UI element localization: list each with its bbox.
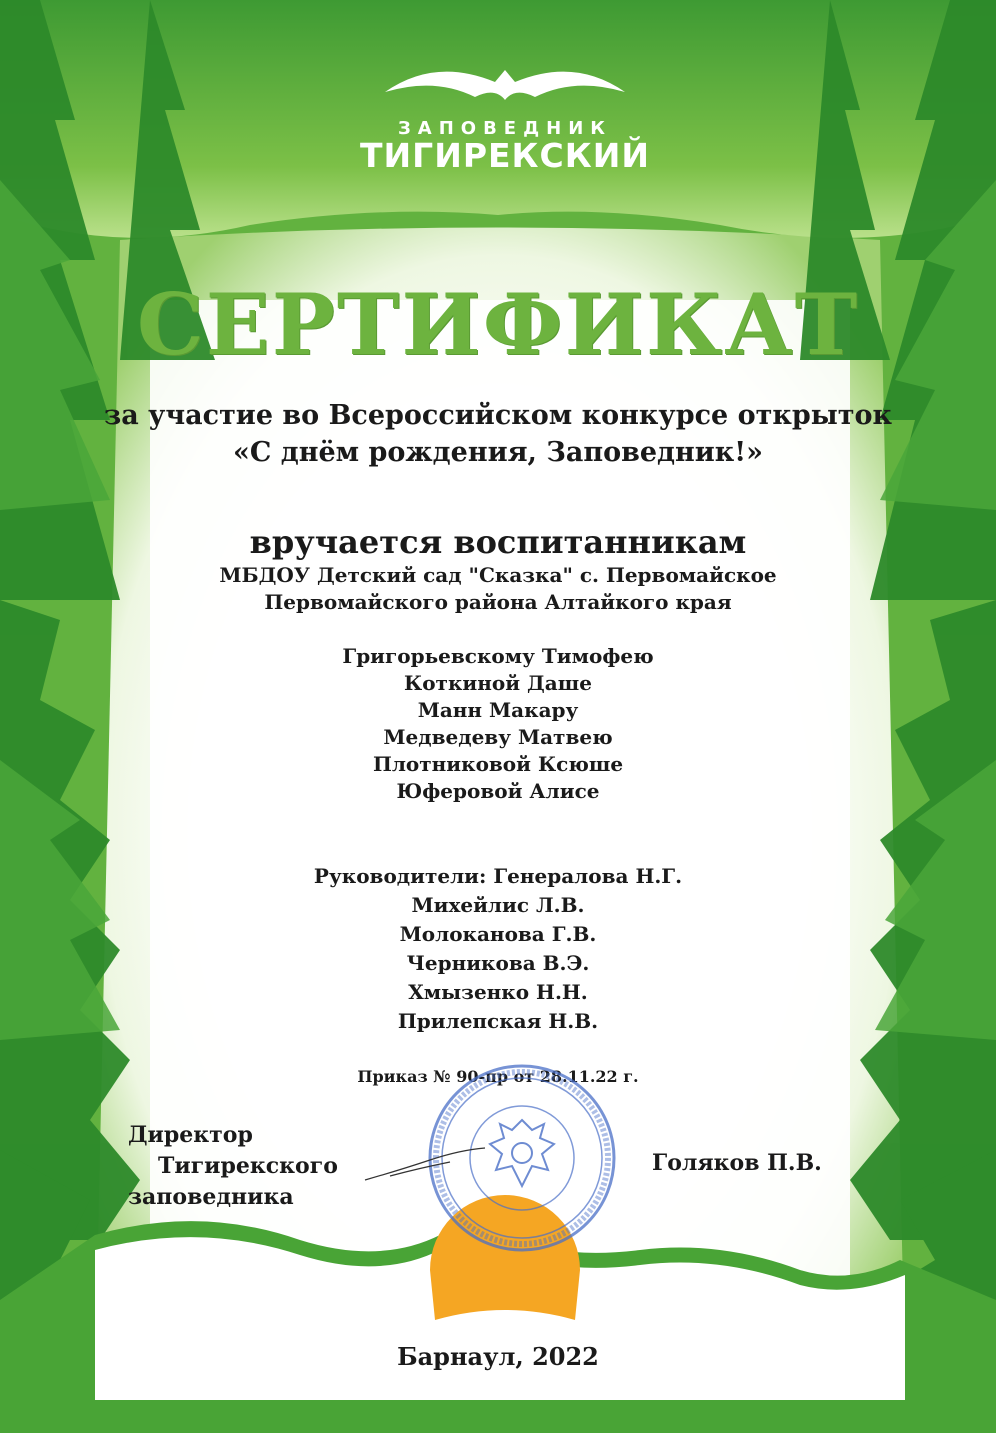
list-item: Коткиной Даше [404,671,592,695]
list-item: Манн Макару [417,698,579,722]
students-list [0,643,996,805]
leaders-list [0,862,996,1036]
director-title: Директор Тигирекского заповедника [128,1122,338,1210]
signature [360,1140,490,1190]
contest-line-1: за участие во Всероссийском конкурсе открыток [103,400,893,431]
organization-line-2: Первомайского района Алтайкого края [264,590,732,614]
logo-subtitle: ЗАПОВЕДНИК [398,118,612,139]
certificate-title: СЕРТИФИКАТ [136,275,860,374]
bat-wings-icon [375,52,635,122]
list-item: Прилепская Н.В. [397,1009,599,1033]
list-item: Черникова В.Э. [406,951,590,975]
contest-line-2: «С днём рождения, Заповедник!» [232,437,764,468]
list-item: Руководители: Генералова Н.Г. [313,864,683,888]
list-item: Медведеву Матвею [383,725,613,749]
list-item: Молоканова Г.В. [399,922,597,946]
list-item: Юферовой Алисе [396,779,600,803]
list-item: Хмызенко Н.Н. [408,980,588,1004]
city-year: Барнаул, 2022 [397,1342,599,1371]
logo-name: ТИГИРЕКСКИЙ [360,136,650,175]
list-item: Михейлис Л.В. [411,893,585,917]
presented-to: вручается воспитанникам [249,523,747,561]
list-item: Плотниковой Ксюше [372,752,624,776]
order-number: Приказ № 90-пр от 28.11.22 г. [357,1067,639,1086]
director-name: Голяков П.В. [652,1150,822,1176]
list-item: Григорьевскому Тимофею [342,644,654,668]
organization-line-1: МБДОУ Детский сад "Сказка" с. Первомайское [219,563,777,587]
